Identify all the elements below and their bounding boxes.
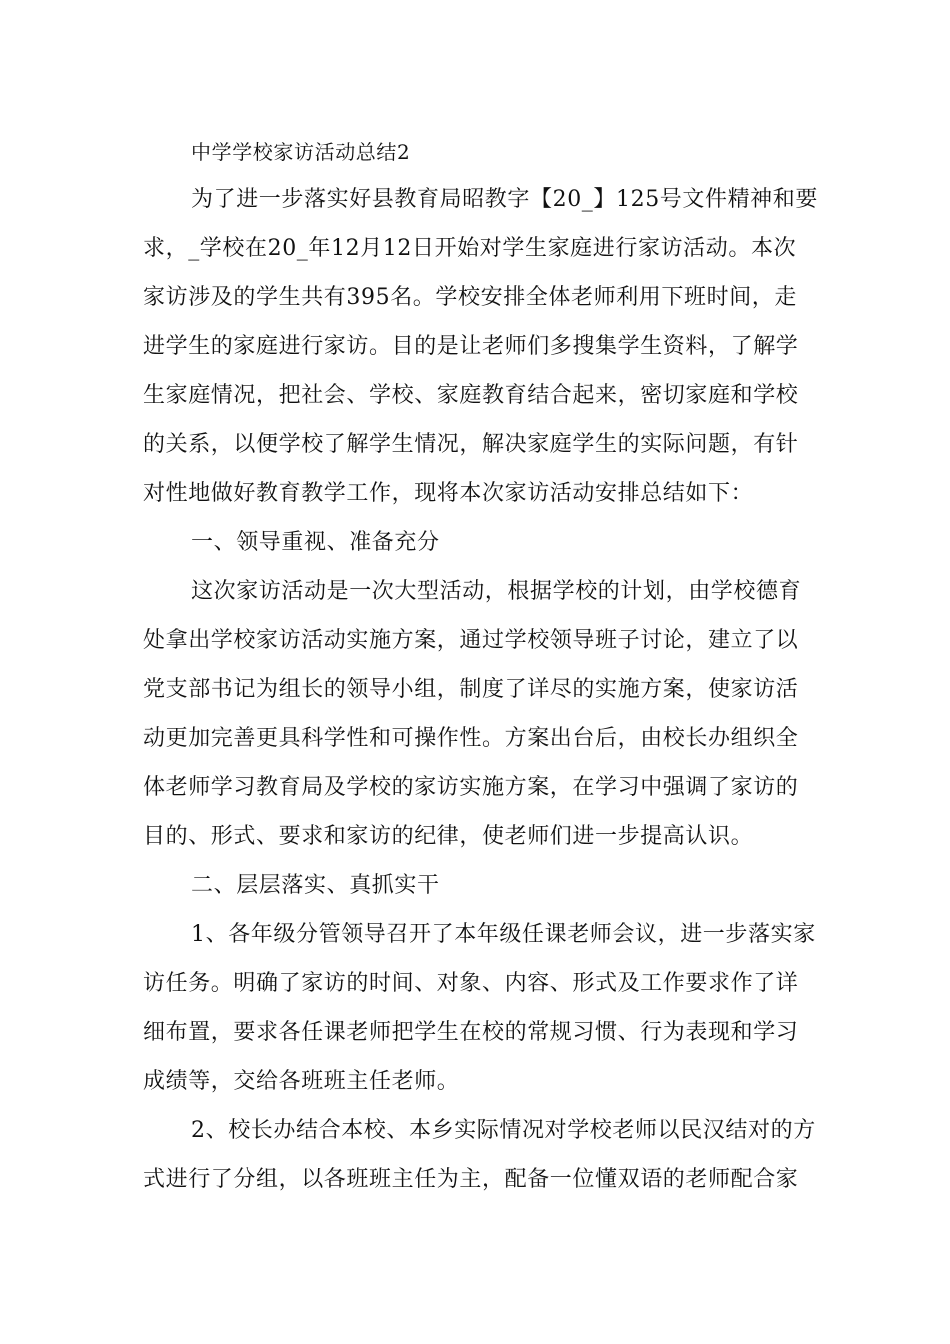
paragraph-line: 2、校长办结合本校、本乡实际情况对学校老师以民汉结对的方 (191, 1118, 816, 1143)
document-title: 中学学校家访活动总结2 (191, 140, 411, 164)
paragraph-line: 细布置，要求各任课老师把学生在校的常规习惯、行为表现和学习 (143, 1020, 799, 1045)
paragraph-line: 的关系，以便学校了解学生情况，解决家庭学生的实际问题，有针 (143, 432, 799, 457)
paragraph-line: 成绩等，交给各班班主任老师。 (143, 1069, 460, 1094)
paragraph-line: 动更加完善更具科学性和可操作性。方案出台后，由校长办组织全 (143, 726, 799, 751)
paragraph-line: 为了进一步落实好县教育局昭教字【20_】125号文件精神和要 (191, 187, 818, 212)
paragraph-line: 生家庭情况，把社会、学校、家庭教育结合起来，密切家庭和学校 (143, 383, 799, 408)
paragraph-line: 处拿出学校家访活动实施方案，通过学校领导班子讨论，建立了以 (143, 628, 799, 653)
section-heading: 一、领导重视、准备充分 (191, 530, 440, 555)
paragraph-line: 家访涉及的学生共有395名。学校安排全体老师利用下班时间，走 (143, 285, 797, 310)
paragraph-line: 1、各年级分管领导召开了本年级任课老师会议，进一步落实家 (191, 922, 816, 947)
paragraph-line: 目的、形式、要求和家访的纪律，使老师们进一步提高认识。 (143, 824, 754, 849)
paragraph-line: 对性地做好教育教学工作，现将本次家访活动安排总结如下： (143, 481, 754, 506)
section-heading: 二、层层落实、真抓实干 (191, 873, 440, 898)
document-body (143, 134, 818, 1210)
paragraph-line: 党支部书记为组长的领导小组，制度了详尽的实施方案，使家访活 (143, 677, 799, 702)
paragraph-line: 这次家访活动是一次大型活动，根据学校的计划，由学校德育 (191, 579, 802, 604)
paragraph-line: 体老师学习教育局及学校的家访实施方案，在学习中强调了家访的 (143, 775, 799, 800)
paragraph-line: 进学生的家庭进行家访。目的是让老师们多搜集学生资料，了解学 (143, 334, 799, 359)
paragraph-line: 式进行了分组，以各班班主任为主，配备一位懂双语的老师配合家 (143, 1167, 799, 1192)
paragraph-line: 访任务。明确了家访的时间、对象、内容、形式及工作要求作了详 (143, 971, 799, 996)
paragraph-line: 求，_学校在20_年12月12日开始对学生家庭进行家访活动。本次 (143, 236, 797, 261)
